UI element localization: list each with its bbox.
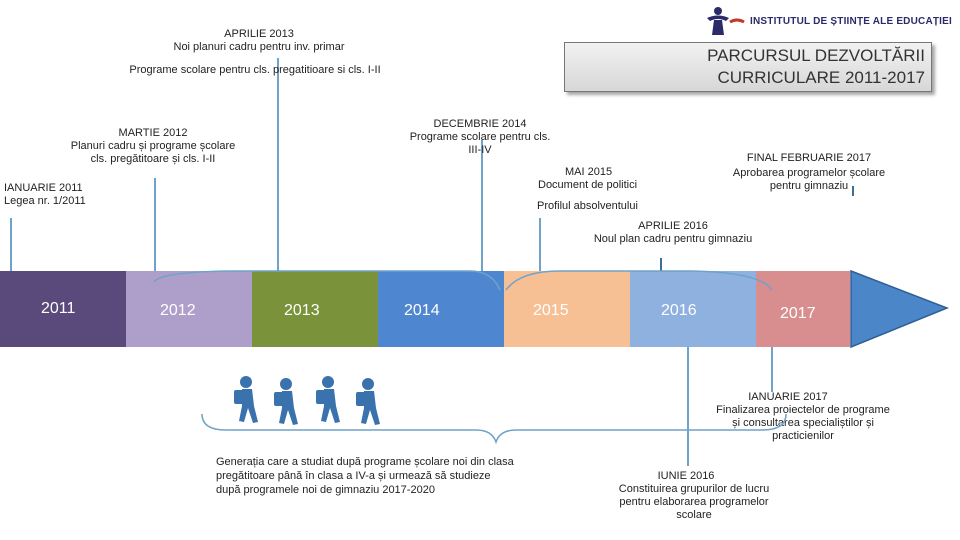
- event-line: Profilul absolventului: [537, 200, 638, 212]
- event-line: practicienilor: [772, 430, 834, 442]
- event-line: Planuri cadru și programe școlare: [70, 140, 236, 152]
- generation-note: [216, 455, 514, 497]
- connector-mar2012: [154, 178, 156, 272]
- event-line: scolare: [676, 509, 712, 521]
- event-line: Constituirea grupurilor de lucru: [618, 483, 770, 495]
- event-apr-2013: [100, 28, 430, 77]
- event-mar-2012: [48, 127, 258, 166]
- event-line: pentru gimnaziu: [769, 180, 849, 192]
- year-label: 2016: [661, 302, 697, 319]
- institution-logo: [704, 6, 953, 36]
- event-heading: IANUARIE 2011: [4, 182, 83, 194]
- year-label: 2012: [160, 302, 196, 319]
- event-heading: APRILIE 2016: [638, 220, 708, 232]
- connector-dec2014: [481, 140, 483, 272]
- connector-jan2011: [10, 218, 12, 272]
- event-line: Noul plan cadru pentru gimnaziu: [593, 233, 753, 245]
- event-apr-2016: [578, 220, 768, 246]
- event-line: Document de politici: [538, 179, 638, 191]
- generation-brace: [196, 410, 796, 446]
- note-line: după programele noi de gimnaziu 2017-2020: [216, 484, 435, 496]
- bracket-curves: [0, 270, 960, 330]
- event-feb-2017: [716, 152, 902, 193]
- year-label: 2015: [533, 302, 569, 319]
- year-label: 2017: [780, 305, 816, 322]
- year-label: 2011: [41, 300, 76, 317]
- event-heading: IANUARIE 2017: [748, 391, 828, 403]
- event-heading: IUNIE 2016: [657, 470, 715, 482]
- event-may-2015: [530, 166, 660, 213]
- title-line-1: PARCURSUL DEZVOLTĂRII: [707, 46, 925, 65]
- connector-may2015: [539, 218, 541, 272]
- connector-apr2013: [277, 58, 279, 272]
- event-line: Programe scolare pentru cls. pregatitioare si cls. I-II: [129, 64, 381, 76]
- logo-text: INSTITUTUL DE ȘTIINȚE ALE EDUCAȚIEI: [750, 16, 953, 27]
- event-line: Finalizarea proiectelor de programe: [716, 404, 890, 416]
- event-heading: APRILIE 2013: [224, 28, 294, 40]
- event-line: Aprobarea programelor școlare: [732, 167, 886, 179]
- event-jan-2011: [4, 182, 86, 208]
- year-label: 2014: [404, 302, 440, 319]
- event-line: pentru elaborarea programelor: [619, 496, 769, 508]
- year-label: 2013: [284, 302, 320, 319]
- note-line: pregătitoare până în clasa a IV-a și urmează să studieze: [216, 470, 491, 482]
- event-line: [100, 54, 430, 64]
- event-jun-2016: [604, 470, 784, 522]
- event-heading: DECEMBRIE 2014: [433, 118, 527, 130]
- event-heading: MARTIE 2012: [118, 127, 188, 139]
- event-line: și consultarea specialiștilor și: [732, 417, 874, 429]
- ise-people-logo-icon: [704, 6, 746, 36]
- title-box: [564, 42, 932, 92]
- event-line: Legea nr. 1/2011: [4, 195, 86, 207]
- event-dec-2014: [390, 118, 570, 157]
- event-line: III-IV: [468, 144, 492, 156]
- event-line: cls. pregătitoare și cls. I-II: [90, 153, 216, 165]
- event-heading: MAI 2015: [565, 166, 613, 178]
- title-line-2: CURRICULARE 2011-2017: [717, 68, 925, 87]
- event-line: [530, 192, 660, 200]
- event-heading: FINAL FEBRUARIE 2017: [746, 152, 872, 164]
- connector-jun2016: [687, 346, 689, 466]
- connector-jan2017: [771, 346, 773, 392]
- note-line: Generația care a studiat după programe școlare noi din clasa: [216, 456, 514, 468]
- event-line: Programe scolare pentru cls.: [409, 131, 551, 143]
- event-line: Noi planuri cadru pentru inv. primar: [173, 41, 345, 53]
